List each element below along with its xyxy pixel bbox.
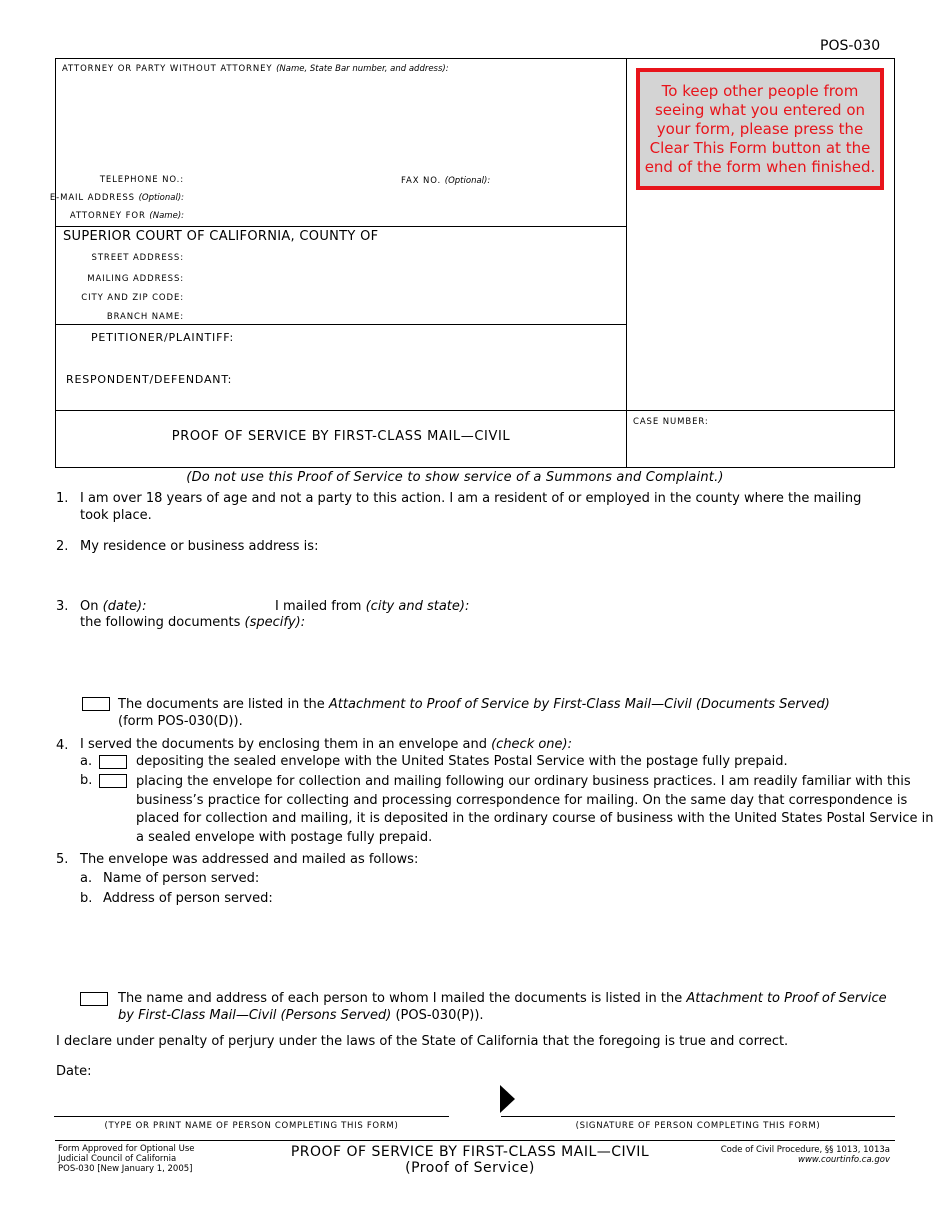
signature-arrow-icon [500,1085,515,1113]
respondent-input[interactable] [240,371,620,387]
printed-name-input[interactable] [56,1090,446,1114]
fax-label: FAX NO. (Optional): [401,176,491,186]
persons-attachment-text: The name and address of each person to whom I mailed the documents is listed in the Attachment to Proof of Service [118,991,887,1006]
petitioner-input[interactable] [240,329,620,345]
footer-rule [55,1140,895,1141]
item-4a-text: depositing the sealed envelope with the United States Postal Service with the postage fully prepaid. [136,754,788,769]
item-3-number: 3. [56,599,69,614]
persons-attachment-form: by First-Class Mail—Civil (Persons Served) (POS-030(P)). [118,1008,484,1023]
street-input[interactable] [188,251,618,265]
item-5b-text: Address of person served: [103,891,273,906]
item-3-following: the following documents (specify): [80,615,306,630]
clear-form-notice: To keep other people from seeing what you entered on your form, please press the Clear This Form button at the end of the form when finished. [636,68,884,190]
item-1-number: 1. [56,491,69,506]
respondent-label: RESPONDENT/DEFENDANT: [66,373,233,386]
rule [55,410,895,411]
branch-input[interactable] [188,310,618,324]
item-1-text: I am over 18 years of age and not a party to this action. I am a resident of or employed in the county where the mailing [80,491,862,506]
attorney-input[interactable] [62,78,620,174]
item-1-text-cont: took place. [80,508,152,523]
attorney-for-input[interactable] [188,209,618,223]
item-4b-letter: b. [80,773,93,788]
person-name-input[interactable] [258,870,878,886]
item-2-number: 2. [56,539,69,554]
petitioner-label: PETITIONER/PLAINTIFF: [91,331,234,344]
declaration-text: I declare under penalty of perjury under the laws of the State of California that the foregoing is true and correct. [56,1034,789,1049]
item-5-number: 5. [56,852,69,867]
mail-city-input[interactable] [458,598,878,614]
signature-caption: (SIGNATURE OF PERSON COMPLETING THIS FORM) [575,1121,821,1131]
footer-left: Form Approved for Optional Use Judicial Council of California POS-030 [New January 1, 2005] [58,1144,195,1174]
form-title: PROOF OF SERVICE BY FIRST-CLASS MAIL—CIVIL [171,429,511,444]
address-input[interactable] [80,556,880,592]
mailing-input[interactable] [188,272,618,286]
fax-input[interactable] [488,173,620,187]
item-3-on: On (date): [80,599,147,614]
street-label: STREET ADDRESS: [91,253,184,263]
rule [55,324,627,325]
name-caption: (TYPE OR PRINT NAME OF PERSON COMPLETING THIS FORM) [104,1121,399,1131]
case-number-input[interactable] [633,432,888,460]
telephone-label: TELEPHONE NO.: [99,175,184,185]
business-practice-checkbox[interactable] [99,774,127,788]
documents-input[interactable] [80,633,880,689]
date-input[interactable] [96,1062,296,1078]
item-4-number: 4. [56,738,69,753]
deposit-checkbox[interactable] [99,755,127,769]
item-5b-letter: b. [80,891,93,906]
email-label: E-MAIL ADDRESS (Optional): [49,193,184,203]
form-number: POS-030 [820,38,881,54]
caption-divider [626,58,627,467]
footer-right: Code of Civil Procedure, §§ 1013, 1013a www.courtinfo.ca.gov [720,1145,890,1165]
item-4a-letter: a. [80,754,93,769]
item-2-text: My residence or business address is: [80,539,319,554]
item-5a-letter: a. [80,871,93,886]
date-label: Date: [56,1064,92,1079]
persons-attachment-checkbox[interactable] [80,992,108,1006]
mailing-label: MAILING ADDRESS: [87,274,184,284]
item-3-mailed: I mailed from (city and state): [275,599,470,614]
court-title: SUPERIOR COURT OF CALIFORNIA, COUNTY OF [63,229,379,244]
item-5-text: The envelope was addressed and mailed as follows: [80,852,419,867]
person-address-input[interactable] [276,890,878,980]
telephone-input[interactable] [188,173,388,187]
item-4-text: I served the documents by enclosing them in an envelope and (check one): [80,737,573,752]
city-input[interactable] [188,291,618,305]
email-input[interactable] [188,191,618,205]
attorney-label: ATTORNEY OR PARTY WITHOUT ATTORNEY (Name, State Bar number, and address): [62,64,449,74]
signature-field[interactable] [520,1090,892,1114]
footer-center: PROOF OF SERVICE BY FIRST-CLASS MAIL—CIVIL (Proof of Service) [290,1144,650,1176]
signature-line [501,1116,895,1117]
rule [55,226,627,227]
documents-attachment-text: The documents are listed in the Attachment to Proof of Service by First-Class Mail—Civil (Documents Served) [118,697,830,712]
documents-attachment-checkbox[interactable] [82,697,110,711]
case-number-label: CASE NUMBER: [633,417,709,427]
name-line [54,1116,449,1117]
documents-attachment-form: (form POS-030(D)). [118,714,243,729]
item-5a-text: Name of person served: [103,871,260,886]
city-label: CITY AND ZIP CODE: [81,293,184,303]
attorney-for-label: ATTORNEY FOR (Name): [69,211,184,221]
instruction-text: (Do not use this Proof of Service to show service of a Summons and Complaint.) [186,470,724,485]
branch-label: BRANCH NAME: [106,312,184,322]
item-4b-text: placing the envelope for collection and mailing following our ordinary business practices. I am readily familiar with this business’s practice for collecting and processing correspondence for mailing. On the same day that correspondence is placed for collection and mailing, it is deposited in the ordinary course of business with the United States Postal Service in a sealed envelope with postage fully prepaid. [136,774,934,845]
mail-date-input[interactable] [146,598,266,614]
